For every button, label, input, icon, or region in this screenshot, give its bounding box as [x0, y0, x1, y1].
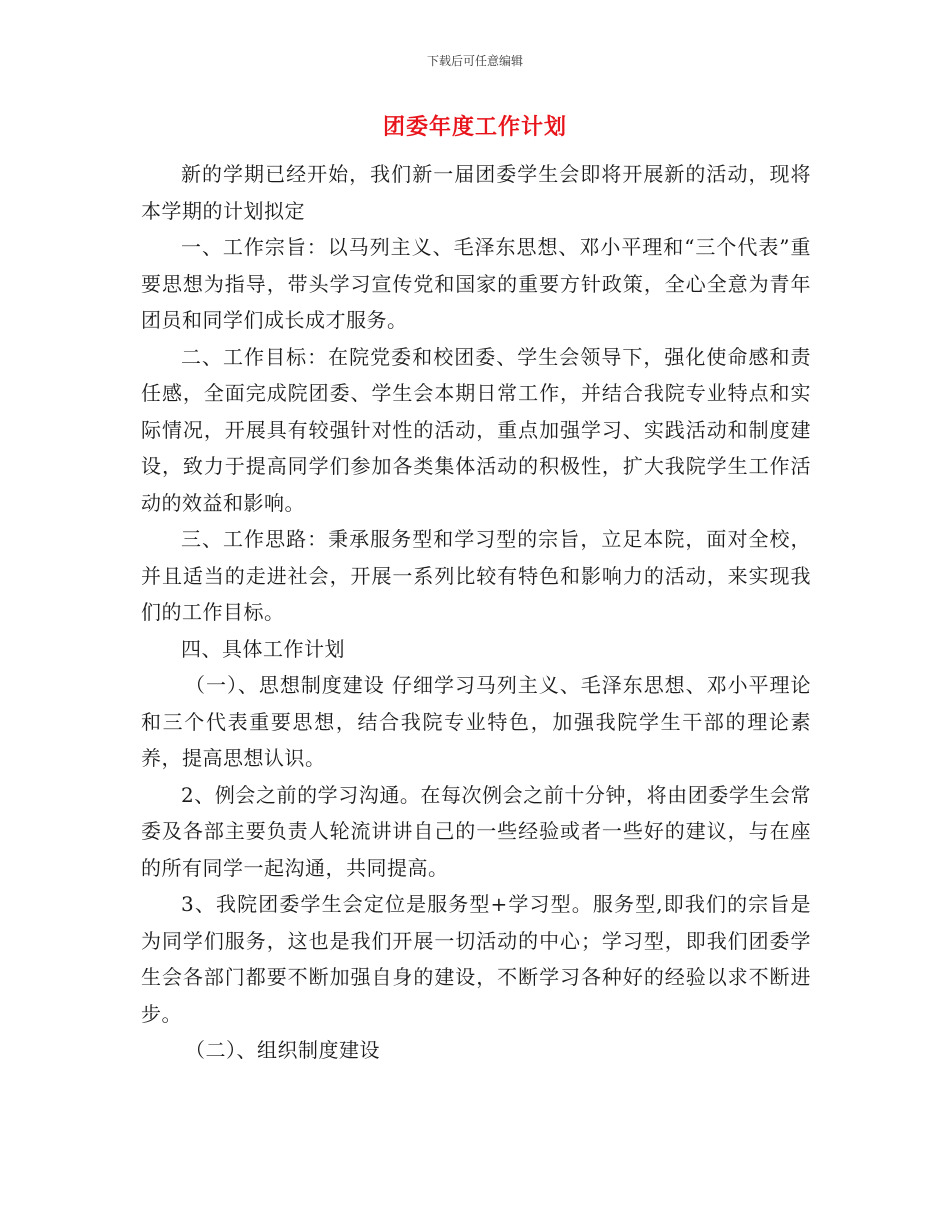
- paragraph-approach: 三、工作思路：秉承服务型和学习型的宗旨，立足本院，面对全校，并且适当的走进社会，开展一系列比较有特色和影响力的活动，来实现我们的工作目标。: [141, 527, 811, 624]
- paragraph-positioning: 3、我院团委学生会定位是服务型+学习型。服务型,即我们的宗旨是为同学们服务，这也是我们开展一切活动的中心；学习型，即我们团委学生会各部门都要不断加强自身的建设，不断学习各种好的经验以求不断进步。: [141, 892, 811, 1026]
- header-note: 下载后可任意编辑: [426, 54, 523, 68]
- paragraph-purpose: 一、工作宗旨：以马列主义、毛泽东思想、邓小平理和“三个代表”重要思想为指导，带头学习宣传党和国家的重要方针政策，全心全意为青年团员和同学们成长成才服务。: [141, 235, 811, 332]
- paragraph-ideology: （一）、思想制度建设 仔细学习马列主义、毛泽东思想、邓小平理论和三个代表重要思想，结合我院专业特色，加强我院学生干部的理论素养，提高思想认识。: [141, 673, 811, 770]
- paragraph-organization: （二）、组织制度建设: [185, 1038, 380, 1062]
- document-title: 团委年度工作计划: [382, 115, 567, 140]
- paragraph-plan-heading: 四、具体工作计划: [181, 636, 345, 661]
- paragraph-intro: 新的学期已经开始，我们新一届团委学生会即将开展新的活动，现将本学期的计划拟定: [141, 162, 811, 223]
- paragraph-meeting: 2、例会之前的学习沟通。在每次例会之前十分钟，将由团委学生会常委及各部主要负责人轮流讲讲自己的一些经验或者一些好的建议，与在座的所有同学一起沟通，共同提高。: [141, 782, 811, 880]
- paragraph-goals: 二、工作目标：在院党委和校团委、学生会领导下，强化使命感和责任感，全面完成院团委、学生会本期日常工作，并结合我院专业特点和实际情况，开展具有较强针对性的活动，重点加强学习、实践活动和制度建设，致力于提高同学们参加各类集体活动的积极性，扩大我院学生工作活动的效益和影响。: [141, 344, 811, 515]
- document-body: [141, 156, 811, 1069]
